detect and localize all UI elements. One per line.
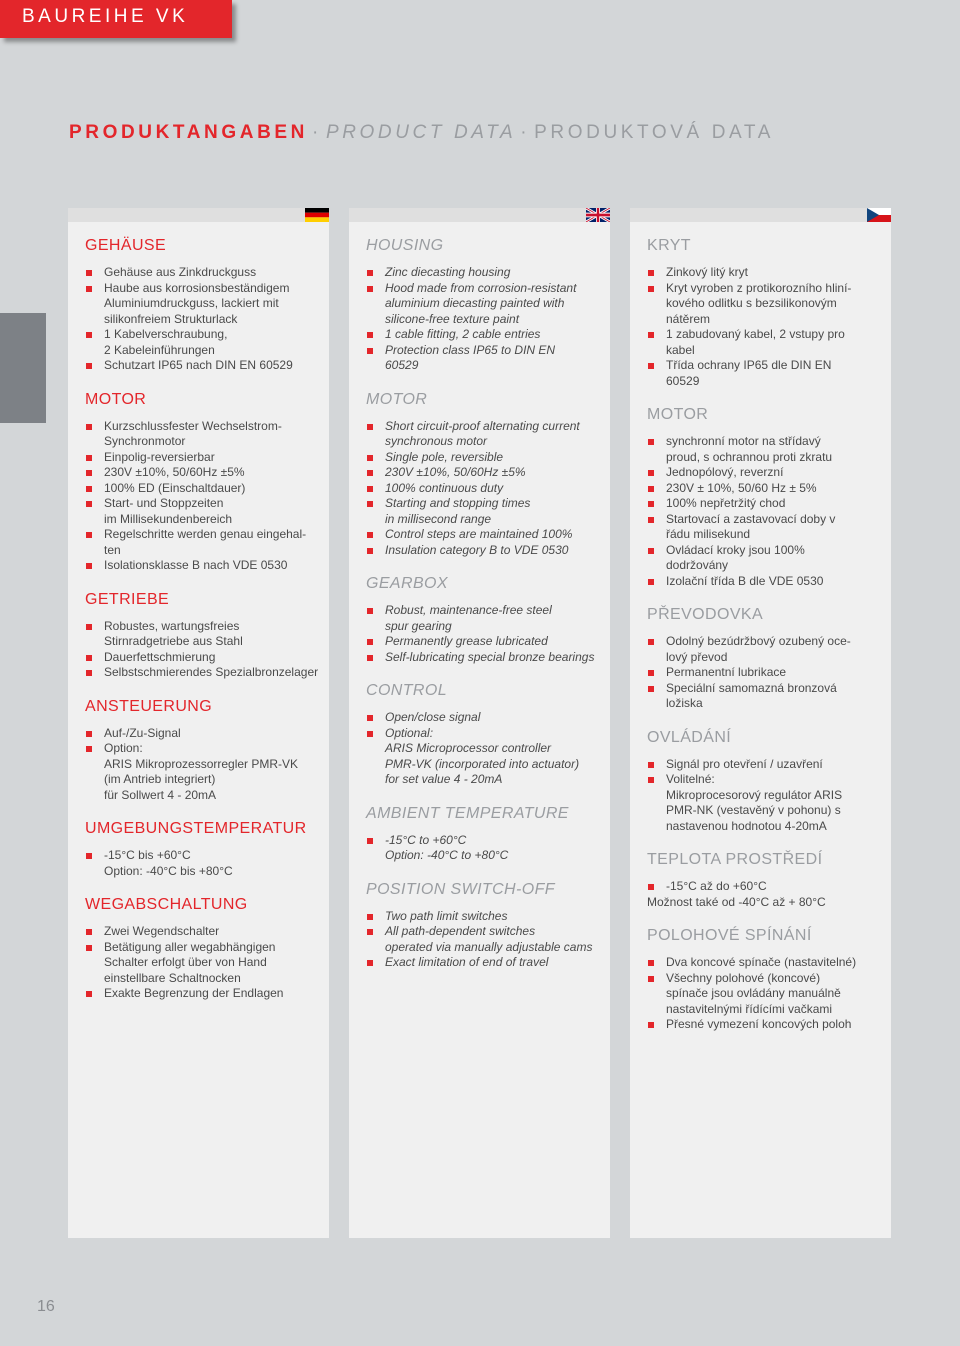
spec-item: Dauerfettschmierung	[85, 650, 323, 666]
spec-item: Option: ARIS Mikroprozessorregler PMR-VK (im Antrieb integriert) für Sollwert 4 - 20mA	[85, 741, 323, 803]
series-title: BAUREIHE VK	[22, 6, 189, 27]
spec-item: Start- und Stoppzeiten im Millisekundenbereich	[85, 496, 323, 527]
page-title	[69, 122, 774, 144]
spec-item: Short circuit-proof alternating current synchronous motor	[366, 419, 604, 450]
spec-item: Volitelné: Mikroprocesorový regulátor ARIS PMR-NK (vestavěný v pohonu) s nastavenou hodnotou 4-20mA	[647, 772, 885, 834]
spec-section	[85, 697, 323, 804]
spec-item: Odolný bezúdržbový ozubený oce- lový převod	[647, 634, 885, 665]
spec-list	[366, 603, 604, 665]
spec-item: 230V ±10%, 50/60Hz ±5%	[85, 465, 323, 481]
title-cz: PRODUKTOVÁ DATA	[534, 122, 774, 143]
spec-section	[366, 681, 604, 788]
spec-item: Kryt vyroben z protikorozního hliní- kového odlitku s bezsilikonovým nátěrem	[647, 281, 885, 328]
spec-list	[366, 419, 604, 559]
spec-item: Možnost také od -40°C až + 80°C	[647, 894, 826, 909]
section-title: AMBIENT TEMPERATURE	[366, 804, 569, 822]
column-czech	[630, 208, 891, 1238]
section-title: KRYT	[647, 237, 691, 254]
section-title: WEGABSCHALTUNG	[85, 896, 248, 913]
spec-item: Izolační třída B dle VDE 0530	[647, 574, 885, 590]
section-title: GETRIEBE	[85, 590, 170, 608]
section-title: MOTOR	[85, 390, 147, 408]
spec-list	[366, 710, 604, 788]
section-title: TEPLOTA PROSTŘEDÍ	[647, 851, 823, 868]
spec-item: 230V ± 10%, 50/60 Hz ± 5%	[647, 481, 885, 497]
spec-item: Self-lubricating special bronze bearings	[366, 650, 604, 666]
section-title: CONTROL	[366, 682, 448, 699]
spec-section	[85, 590, 323, 681]
spec-list	[647, 879, 885, 910]
spec-item: Robustes, wartungsfreies Stirnradgetriebe aus Stahl	[85, 619, 323, 650]
spec-section	[366, 236, 604, 374]
title-de: PRODUKTANGABEN	[69, 122, 308, 143]
spec-list	[366, 833, 604, 864]
spec-section	[647, 728, 885, 835]
spec-item: Auf-/Zu-Signal	[85, 726, 323, 742]
spec-item: All path-dependent switches operated via manually adjustable cams	[366, 924, 604, 955]
spec-item: Hood made from corrosion-resistant aluminium diecasting painted with silicone-free texture paint	[366, 281, 604, 328]
column-content	[366, 236, 604, 987]
spec-list	[85, 619, 323, 681]
spec-item: Všechny polohové (koncové) spínače jsou ovládány manuálně nastavitelnými řídícími vačkami	[647, 971, 885, 1018]
spec-item: Einpolig-reversierbar	[85, 450, 323, 466]
spec-item: Optional: ARIS Microprocessor controller PMR-VK (incorporated into actuator) for set value 4 - 20mA	[366, 726, 604, 788]
column-german	[68, 208, 329, 1238]
spec-section	[366, 390, 604, 559]
czech-flag-icon	[867, 208, 891, 222]
spec-section	[647, 926, 885, 1033]
spec-item: Kurzschlussfester Wechselstrom- Synchronmotor	[85, 419, 323, 450]
spec-item: 1 cable fitting, 2 cable entries	[366, 327, 604, 343]
spec-list	[85, 848, 323, 879]
section-title: MOTOR	[647, 406, 709, 423]
spec-section	[366, 880, 604, 971]
column-header-bar	[349, 208, 610, 222]
spec-list	[366, 909, 604, 971]
spec-list	[647, 634, 885, 712]
spec-item: synchronní motor na střídavý proud, s ochrannou proti zkratu	[647, 434, 885, 465]
section-title: UMGEBUNGSTEMPERATUR	[85, 820, 307, 837]
spec-list	[85, 419, 323, 574]
spec-item: Haube aus korrosionsbeständigem Aluminiumdruckguss, lackiert mit silikonfreiem Strukturlack	[85, 281, 323, 328]
spec-item: Dva koncové spínače (nastavitelné)	[647, 955, 885, 971]
spec-list	[647, 265, 885, 389]
section-title: OVLÁDÁNÍ	[647, 728, 732, 746]
spec-list	[85, 924, 323, 1002]
spec-item: Control steps are maintained 100%	[366, 527, 604, 543]
spec-item: -15°C to +60°C Option: -40°C to +80°C	[366, 833, 604, 864]
title-separator: ·	[312, 122, 322, 143]
spec-item: Třída ochrany IP65 dle DIN EN 60529	[647, 358, 885, 389]
spec-item: Jednopólový, reverzní	[647, 465, 885, 481]
spec-item: Protection class IP65 to DIN EN 60529	[366, 343, 604, 374]
column-content	[647, 236, 885, 1049]
spec-item: Regelschritte werden genau eingehal- ten	[85, 527, 323, 558]
spec-item: Exakte Begrenzung der Endlagen	[85, 986, 323, 1002]
title-en: PRODUCT DATA	[325, 122, 517, 143]
spec-item: 1 zabudovaný kabel, 2 vstupy pro kabel	[647, 327, 885, 358]
section-title: HOUSING	[366, 237, 444, 254]
spec-section	[366, 574, 604, 665]
spec-item: Signál pro otevření / uzavření	[647, 757, 885, 773]
spec-item: Selbstschmierendes Spezialbronzelager	[85, 665, 323, 681]
spec-list	[647, 757, 885, 835]
section-title: POSITION SWITCH-OFF	[366, 880, 555, 898]
spec-item: Zwei Wegendschalter	[85, 924, 323, 940]
spec-item: Insulation category B to VDE 0530	[366, 543, 604, 559]
spec-item: -15°C až do +60°C	[647, 879, 885, 895]
spec-section	[366, 804, 604, 864]
spec-item: Zinc diecasting housing	[366, 265, 604, 281]
spec-section	[647, 850, 885, 910]
spec-section	[647, 605, 885, 712]
series-banner	[0, 0, 232, 38]
section-title: PŘEVODOVKA	[647, 606, 764, 623]
section-title: ANSTEUERUNG	[85, 697, 213, 715]
spec-list	[366, 265, 604, 374]
section-title: MOTOR	[366, 390, 428, 408]
spec-list	[85, 265, 323, 374]
section-title: POLOHOVÉ SPÍNÁNÍ	[647, 927, 812, 944]
spec-item: Isolationsklasse B nach VDE 0530	[85, 558, 323, 574]
spec-item: Startovací a zastavovací doby v řádu milisekund	[647, 512, 885, 543]
spec-item: 230V ±10%, 50/60Hz ±5%	[366, 465, 604, 481]
spec-item: Zinkový litý kryt	[647, 265, 885, 281]
spec-section	[647, 405, 885, 589]
spec-section	[85, 819, 323, 879]
column-english	[349, 208, 610, 1238]
spec-list	[85, 726, 323, 804]
column-header-bar	[630, 208, 891, 222]
page-number: 16	[37, 1298, 55, 1315]
spec-item: Speciální samomazná bronzová ložiska	[647, 681, 885, 712]
section-title: GEARBOX	[366, 575, 448, 592]
spec-item: Schutzart IP65 nach DIN EN 60529	[85, 358, 323, 374]
spec-list	[647, 955, 885, 1033]
column-content	[85, 236, 323, 1018]
spec-item: Gehäuse aus Zinkdruckguss	[85, 265, 323, 281]
spec-item: Two path limit switches	[366, 909, 604, 925]
spec-item: Betätigung aller wegabhängigen Schalter erfolgt über von Hand einstellbare Schaltnocken	[85, 940, 323, 987]
spec-item: 100% nepřetržitý chod	[647, 496, 885, 512]
spec-item: Single pole, reversible	[366, 450, 604, 466]
column-header-bar	[68, 208, 329, 222]
spec-list	[647, 434, 885, 589]
spec-item: Open/close signal	[366, 710, 604, 726]
spec-item: Starting and stopping times in millisecond range	[366, 496, 604, 527]
spec-item: 1 Kabelverschraubung, 2 Kabeleinführungen	[85, 327, 323, 358]
spec-item: Robust, maintenance-free steel spur gearing	[366, 603, 604, 634]
title-separator: ·	[520, 122, 531, 143]
germany-flag-icon	[305, 208, 329, 222]
spec-section	[647, 236, 885, 389]
spec-item: Permanently grease lubricated	[366, 634, 604, 650]
spec-section	[85, 236, 323, 374]
spec-section	[85, 895, 323, 1002]
section-title: GEHÄUSE	[85, 237, 167, 254]
spec-item: Permanentní lubrikace	[647, 665, 885, 681]
spec-item: 100% continuous duty	[366, 481, 604, 497]
uk-flag-icon	[586, 208, 610, 222]
spec-item: 100% ED (Einschaltdauer)	[85, 481, 323, 497]
side-tab	[0, 313, 46, 423]
spec-item: -15°C bis +60°C Option: -40°C bis +80°C	[85, 848, 323, 879]
spec-item: Exact limitation of end of travel	[366, 955, 604, 971]
spec-item: Přesné vymezení koncových poloh	[647, 1017, 885, 1033]
spec-section	[85, 390, 323, 574]
spec-item: Ovládací kroky jsou 100% dodržovány	[647, 543, 885, 574]
